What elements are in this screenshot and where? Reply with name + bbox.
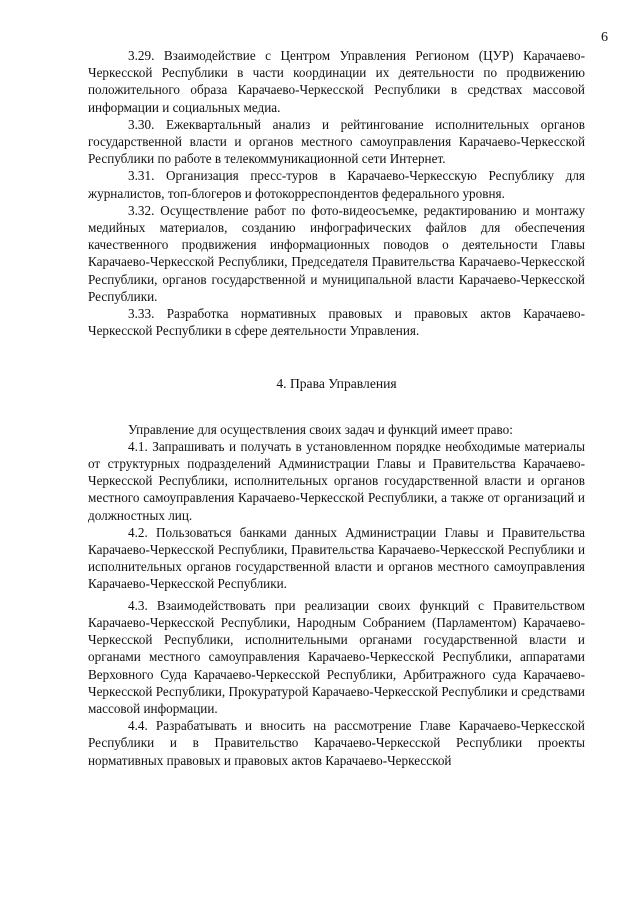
clause-3-33: 3.33. Разработка нормативных правовых и правовых актов Карачаево-Черкесской Республики в сфере деятельности Управления. (88, 306, 585, 339)
clause-3-29: 3.29. Взаимодействие с Центром Управления Регионом (ЦУР) Карачаево-Черкесской Республики в части координации их деятельности по продвижению положительного образа Карачаево-Черкесской Республики в средствах массовой информации и социальных медиа. (88, 48, 585, 115)
page-number: 6 (601, 30, 608, 45)
clause-3-30: 3.30. Ежеквартальный анализ и рейтингование исполнительных органов государственной власти и органов местного самоуправления Карачаево-Черкесской Республики по работе в телекоммуникационной сети Интернет. (88, 116, 585, 167)
clause-4-4: 4.4. Разрабатывать и вносить на рассмотрение Главе Карачаево-Черкесской Республики и в Правительство Карачаево-Черкесской Республики проекты нормативных правовых и правовых актов Карачаево-Черкесской (88, 718, 585, 768)
clause-3-31: 3.31. Организация пресс-туров в Карачаево-Черкесскую Республику для журналистов, топ-блогеров и фотокорреспондентов федерального уровня. (88, 168, 585, 201)
section-title: 4. Права Управления (276, 376, 397, 392)
clause-3-32: 3.32. Осуществление работ по фото-видеосъемке, редактированию и монтажу медийных материалов, созданию инфографических файлов для обеспечения качественного продвижения информационных поводов о деятельности Главы Карачаево-Черкесской Республики, Председателя Правительства Карачаево-Черкесской Республики, органов государственной и муниципальной власти Карачаево-Черкесской Республики. (88, 202, 585, 304)
clause-4-2: 4.2. Пользоваться банками данных Администрации Главы и Правительства Карачаево-Черкесской Республики, Правительства Карачаево-Черкесской Республики и исполнительных органов государственной власти и органов местного самоуправления Карачаево-Черкесской Республики. (88, 524, 585, 592)
section-intro: Управление для осуществления своих задач и функций имеет право: (128, 421, 513, 437)
clause-4-1: 4.1. Запрашивать и получать в установленном порядке необходимые материалы от структурных подразделений Администрации Главы и Правительства Карачаево-Черкесской Республики, исполнительных органов государственной власти и органов местного самоуправления Карачаево-Черкесской Республики, а также от организаций и должностных лиц. (88, 438, 585, 523)
clause-4-3: 4.3. Взаимодействовать при реализации своих функций с Правительством Карачаево-Черкесской Республики, Народным Собранием (Парламентом) Карачаево-Черкесской Республики, исполнительными органами государственной власти и органами местного самоуправления Карачаево-Черкесской Республики, аппаратами Верховного Суда Карачаево-Черкесской Республики, Арбитражного суда Карачаево-Черкесской Республики, Прокуратурой Карачаево-Черкесской Республики и средствами массовой информации. (88, 597, 585, 716)
document-body (88, 47, 585, 769)
